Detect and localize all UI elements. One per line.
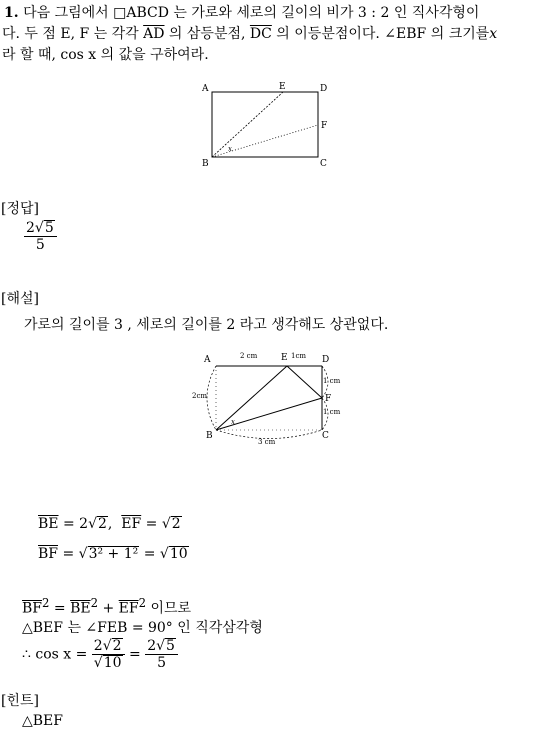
eq2-eq2: = (139, 546, 160, 562)
eq5-frac-1: $\frac{2√2}{√10}$ (92, 638, 125, 671)
label-ab-length: 2cm (192, 392, 208, 400)
eq1-a: = 2 (58, 516, 89, 532)
eq1-ef: $\overline{EF}$ (121, 516, 142, 532)
problem-text-2a: 다. 두 점 E, F 는 각각 (2, 26, 144, 42)
hint-text: △BEF (22, 713, 63, 729)
label-e: E (279, 82, 286, 92)
eq3-be: $\overline{BE}$ (70, 600, 91, 617)
eq5-d2: 5 (157, 655, 167, 671)
brace-ab (207, 366, 216, 430)
eq2-eq: = (58, 546, 79, 562)
problem-line-1 (4, 4, 479, 22)
equation-2: $\overline{BF} = √3^2 + 1^2 = √10$ (38, 546, 188, 562)
eq5-n1-radicand: 2 (112, 638, 122, 654)
rectangle-figure-2 (188, 345, 348, 445)
eq2-bf: $\overline{BF}$ (38, 546, 59, 562)
eq5-n1-coef: 2 (93, 638, 103, 654)
problem-text-1: 다음 그림에서 □ABCD 는 가로와 세로의 길이의 비가 3 : 2 인 직사각형이 (23, 5, 480, 21)
segment-ad: $\overline{AD}$ (143, 26, 165, 42)
segment-dc: $\overline{DC}$ (249, 26, 272, 42)
label-ed-length: 1cm (291, 352, 307, 360)
label-e-2: E (281, 353, 288, 363)
solution-label: [해설] (1, 291, 39, 307)
eq5-n2-coef: 2 (147, 638, 157, 654)
hint-label: [힌트] (1, 693, 39, 709)
var-x: x (489, 26, 498, 42)
label-b-2: B (206, 431, 213, 441)
answer-denominator: 5 (35, 237, 45, 253)
answer-num-coef: 2 (26, 220, 35, 236)
label-c-2: C (322, 431, 329, 441)
eq1-be: $\overline{BE}$ (38, 516, 59, 532)
rectangle-figure-1 (200, 80, 335, 170)
answer-label: [정답] (1, 201, 39, 217)
label-angle-x: x (228, 145, 232, 153)
equation-3: $\overline{BF}^2 = \overline{BE}^2 + \overline{EF}^2$ 이므로 (22, 596, 192, 617)
problem-line-2 (2, 25, 497, 43)
eq3-bf: $\overline{BF}$ (22, 600, 43, 617)
problem-number: 1. (4, 5, 19, 21)
label-df-length: 1 cm (323, 377, 341, 385)
problem-line-3: 라 할 때, cos x 의 값을 구하여라. (2, 47, 209, 63)
eq3-text: 이므로 (146, 600, 192, 617)
label-f-2: F (325, 394, 332, 404)
segment-be-2 (216, 366, 287, 430)
solution-text: 가로의 길이를 3 , 세로의 길이를 2 라고 생각해도 상관없다. (24, 317, 389, 333)
label-d: D (320, 84, 328, 94)
eq5-frac-2: $\frac{2√5}{5}$ (145, 638, 178, 671)
label-d-2: D (322, 355, 330, 365)
equation-1: $\overline{BE} = 2√2$, $\overline{EF} = √2$ (38, 516, 181, 532)
label-b: B (202, 159, 209, 169)
label-angle-x-2: x (231, 418, 235, 426)
answer-fraction: $\frac{2√5}{5}$ (24, 220, 57, 253)
eq5-pre: ∴ cos x = (22, 646, 92, 663)
segment-ef (287, 366, 322, 398)
eq5-n2-radicand: 5 (166, 638, 175, 654)
eq1-a-radicand: 2 (97, 516, 107, 532)
segment-be (212, 92, 283, 157)
eq2-radicand: 3² + 1² (88, 546, 139, 562)
equation-4: △BEF 는 ∠FEB = 90° 인 직각삼각형 (22, 620, 263, 636)
label-bc-length: 3 cm (258, 438, 276, 445)
answer-num-radicand: 5 (44, 220, 54, 236)
label-f: F (321, 121, 328, 131)
eq2-radicand-2: 10 (169, 546, 188, 562)
eq5-d1-radicand: 10 (103, 655, 122, 671)
eq3-ef: $\overline{EF}$ (118, 600, 139, 617)
label-ae-length: 2 cm (240, 352, 258, 360)
eq1-b-radicand: 2 (171, 516, 181, 532)
eq1-b: = (141, 516, 162, 532)
label-fc-length: 1 cm (323, 408, 341, 416)
label-a: A (202, 84, 209, 94)
equation-5: ∴ cos x = $\frac{2√2}{√10}$ = $\frac{2√5}{5}$ (22, 638, 178, 671)
label-a-2: A (204, 355, 211, 365)
problem-text-2c: 의 이등분점이다. ∠EBF 의 크기를 (271, 26, 490, 42)
label-c: C (320, 159, 327, 169)
problem-text-2b: 의 삼등분점, (164, 26, 250, 42)
